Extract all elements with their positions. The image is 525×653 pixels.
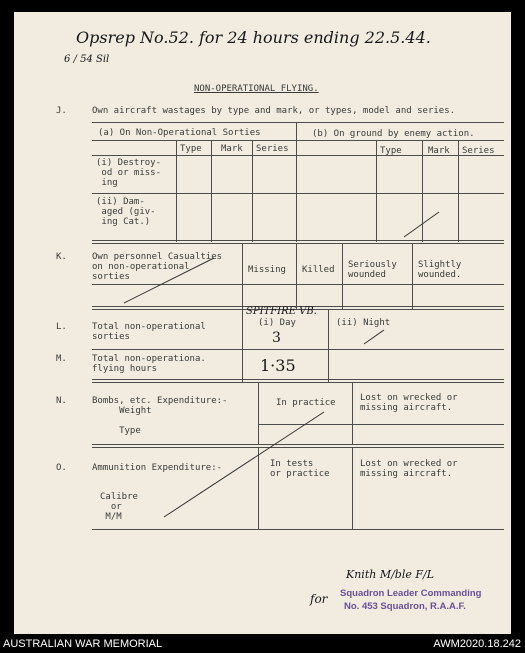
section-j-a-header: (a) On Non-Operational Sorties xyxy=(98,128,261,138)
section-n-letter: N. xyxy=(56,396,67,406)
handwritten-flying-hours: 1·35 xyxy=(260,356,296,375)
section-j-letter: J. xyxy=(56,106,67,116)
handwritten-for: for xyxy=(310,592,328,606)
section-k-letter: K. xyxy=(56,252,67,262)
l-day-label: (i) Day xyxy=(258,318,296,328)
n-lost-wrecked: Lost on wrecked or missing aircraft. xyxy=(360,393,458,413)
nil-strike-lines xyxy=(14,12,511,634)
j-b-col-type: Type xyxy=(380,146,402,156)
handwritten-annotation: 6 / 54 Sil xyxy=(64,54,110,65)
o-in-tests: In tests or practice xyxy=(270,459,330,479)
k-col-missing: Missing xyxy=(248,265,286,275)
o-calibre: Calibre or M/M xyxy=(100,492,138,522)
stamp-line-2: No. 453 Squadron, R.A.A.F. xyxy=(344,601,466,612)
k-col-seriously-wounded: Seriously wounded xyxy=(348,260,397,280)
handwritten-day-sorties: 3 xyxy=(272,330,281,346)
j-a-col-mark: Mark xyxy=(221,144,243,154)
k-col-slightly-wounded: Slightly wounded. xyxy=(418,260,462,280)
j-a-col-series: Series xyxy=(256,144,289,154)
o-lost-wrecked: Lost on wrecked or missing aircraft. xyxy=(360,459,458,479)
section-k-text: Own personnel Casualties on non-operational sorties xyxy=(92,252,223,282)
section-j-b-header: (b) On ground by enemy action. xyxy=(312,129,475,139)
document-sheet xyxy=(14,12,511,634)
section-m-text: Total non-operationa. flying hours xyxy=(92,354,206,374)
j-b-col-series: Series xyxy=(462,146,495,156)
stamp-line-1: Squadron Leader Commanding xyxy=(340,588,482,599)
section-l-letter: L. xyxy=(56,322,67,332)
j-row-destroyed: (i) Destroy- od or miss- ing xyxy=(96,158,162,188)
form-heading: NON-OPERATIONAL FLYING. xyxy=(194,84,319,94)
section-m-letter: M. xyxy=(56,354,67,364)
section-j-text: Own aircraft wastages by type and mark, or types, model and series. xyxy=(92,106,456,116)
footer-right: AWM2020.18.242 xyxy=(433,638,521,650)
handwritten-aircraft-type: SPITFIRE VB. xyxy=(246,306,317,317)
handwritten-title: Opsrep No.52. for 24 hours ending 22.5.44. xyxy=(76,28,431,47)
section-o-text: Ammunition Expenditure:- xyxy=(92,463,223,473)
section-n-text: Bombs, etc. Expenditure:- Weight Type xyxy=(92,396,228,436)
j-b-col-mark: Mark xyxy=(428,146,450,156)
j-a-col-type: Type xyxy=(180,144,202,154)
section-o-letter: O. xyxy=(56,463,67,473)
k-col-killed: Killed xyxy=(302,265,335,275)
footer-left: AUSTRALIAN WAR MEMORIAL xyxy=(3,638,163,650)
j-row-damaged: (ii) Dam- aged (giv- ing Cat.) xyxy=(96,197,156,227)
handwritten-signature: Knith M/ble F/L xyxy=(346,568,434,581)
n-in-practice: In practice xyxy=(276,398,336,408)
l-night-label: (ii) Night xyxy=(336,318,391,328)
section-l-text: Total non-operational sorties xyxy=(92,322,206,342)
